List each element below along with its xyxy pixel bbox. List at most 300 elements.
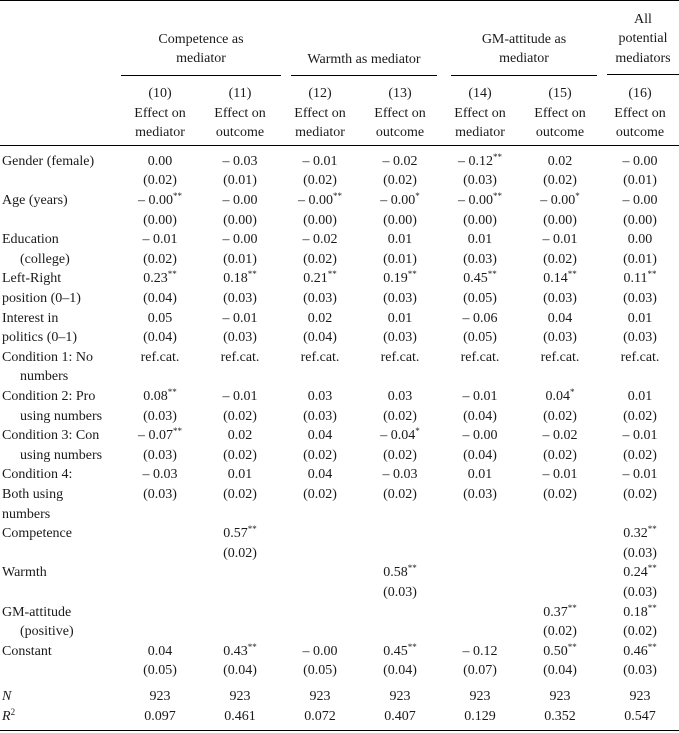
coef-value: 0.57 xyxy=(223,526,248,542)
coef-value: 0.04 xyxy=(547,310,573,326)
table-row-continued xyxy=(0,171,679,191)
significance-stars: ** xyxy=(247,269,257,280)
significance-stars: ** xyxy=(327,269,337,280)
coef-value: – 0.01 xyxy=(542,232,578,248)
n-value: 923 xyxy=(389,688,411,704)
table-row xyxy=(0,191,679,211)
coef-value: 0.05 xyxy=(147,310,173,326)
column-header-l1: Effect on xyxy=(614,105,666,121)
se-cell: (0.05) xyxy=(463,330,497,346)
se-cell xyxy=(359,367,441,387)
se-cell xyxy=(121,367,199,387)
n-label: N xyxy=(2,688,12,704)
significance-stars: ** xyxy=(567,641,577,652)
coef-cell xyxy=(601,191,679,211)
table-row-continued xyxy=(0,505,679,525)
n-value: 923 xyxy=(469,688,491,704)
coef-value: 0.02 xyxy=(307,310,333,326)
coef-value: 0.01 xyxy=(627,389,653,404)
coef-cell xyxy=(121,145,199,171)
se-cell: (0.03) xyxy=(463,486,497,502)
coef-cell xyxy=(281,387,359,407)
se-cell: (0.02) xyxy=(223,486,257,502)
column-header-num: (12) xyxy=(308,86,332,102)
coef-cell xyxy=(601,465,679,485)
coef-value: ref.cat. xyxy=(220,349,260,365)
column-header-num: (11) xyxy=(228,86,252,102)
se-cell: (0.03) xyxy=(143,408,177,424)
column-header-num: (16) xyxy=(628,86,652,102)
coef-value: – 0.01 xyxy=(462,389,498,404)
coef-value: – 0.00 xyxy=(540,193,576,209)
coef-value: – 0.12 xyxy=(462,643,498,659)
significance-stars: * xyxy=(415,191,420,202)
row-label: Age (years) xyxy=(2,193,68,209)
table-row xyxy=(0,563,679,583)
row-label: (college) xyxy=(20,251,70,267)
se-cell xyxy=(281,583,359,603)
coef-value: 0.01 xyxy=(387,310,413,326)
coef-value: – 0.01 xyxy=(302,153,338,169)
coef-cell xyxy=(281,309,359,329)
coef-cell xyxy=(601,603,679,623)
significance-stars: * xyxy=(570,387,575,397)
table-row xyxy=(0,145,679,171)
table-row-continued xyxy=(0,407,679,427)
se-cell: (0.02) xyxy=(383,486,417,502)
n-value: 923 xyxy=(229,688,251,704)
column-header-l1: Effect on xyxy=(534,105,586,121)
empty-cell xyxy=(199,505,281,525)
coef-cell xyxy=(359,269,441,289)
coef-value: 0.19 xyxy=(383,271,408,287)
significance-stars: ** xyxy=(647,641,657,652)
coef-value: 0.58 xyxy=(383,565,408,581)
coef-value: 0.01 xyxy=(227,467,253,483)
coef-cell xyxy=(519,642,601,662)
table-row-continued xyxy=(0,250,679,270)
column-header xyxy=(121,76,199,145)
coef-cell xyxy=(281,465,359,485)
se-cell xyxy=(519,544,601,564)
coef-value: 0.23 xyxy=(143,271,168,287)
significance-stars: * xyxy=(415,426,420,437)
se-cell: (0.00) xyxy=(303,212,337,228)
table-row-continued xyxy=(0,289,679,309)
coef-cell xyxy=(359,465,441,485)
r2-value: 0.352 xyxy=(544,708,576,724)
coef-cell xyxy=(519,309,601,329)
coef-value: 0.01 xyxy=(387,232,413,248)
se-cell: (0.03) xyxy=(543,330,577,346)
coef-value: 0.32 xyxy=(623,526,648,542)
coef-cell xyxy=(601,230,679,250)
se-cell xyxy=(121,544,199,564)
coef-value: ref.cat. xyxy=(540,349,580,365)
row-label: Condition 2: Pro xyxy=(2,389,96,404)
coef-value: 0.03 xyxy=(387,389,413,404)
coef-value: – 0.00 xyxy=(222,193,258,209)
coef-cell xyxy=(121,426,199,446)
coef-value: ref.cat. xyxy=(620,349,660,365)
row-label: Education xyxy=(2,232,59,248)
se-cell: (0.03) xyxy=(383,330,417,346)
coef-cell xyxy=(359,309,441,329)
group-all-mediators xyxy=(607,10,679,76)
column-header-l2: mediator xyxy=(135,125,185,141)
table-row xyxy=(0,387,679,407)
column-header-l1: Effect on xyxy=(374,105,426,121)
coef-cell xyxy=(441,387,519,407)
coef-cell xyxy=(281,348,359,368)
se-cell: (0.02) xyxy=(303,173,337,189)
coef-cell xyxy=(359,603,441,623)
row-label: politics (0–1) xyxy=(2,330,78,346)
se-cell xyxy=(281,367,359,387)
coef-value: 0.02 xyxy=(227,428,253,444)
coef-cell xyxy=(359,387,441,407)
r2-label xyxy=(0,707,121,731)
coef-value: – 0.03 xyxy=(382,467,418,483)
se-cell: (0.03) xyxy=(623,663,657,679)
row-label xyxy=(0,661,121,681)
coef-value: 0.04 xyxy=(307,428,333,444)
se-cell xyxy=(359,622,441,642)
column-header xyxy=(519,76,601,145)
r2-value: 0.097 xyxy=(144,708,176,724)
coef-cell xyxy=(121,269,199,289)
se-cell: (0.02) xyxy=(543,486,577,502)
coef-value: 0.50 xyxy=(543,643,568,659)
se-cell: (0.00) xyxy=(143,212,177,228)
se-cell xyxy=(441,367,519,387)
significance-stars: ** xyxy=(247,524,257,535)
significance-stars: ** xyxy=(407,563,417,574)
significance-stars: ** xyxy=(173,191,182,202)
se-cell: (0.03) xyxy=(623,291,657,307)
coef-value: 0.14 xyxy=(543,271,568,287)
table-row-continued xyxy=(0,211,679,231)
row-label: Constant xyxy=(2,643,52,659)
significance-stars: ** xyxy=(567,602,577,613)
se-cell: (0.05) xyxy=(463,291,497,307)
coef-cell xyxy=(441,145,519,171)
coef-cell xyxy=(121,387,199,407)
coef-value: 0.03 xyxy=(307,389,333,404)
se-cell: (0.02) xyxy=(143,173,177,189)
coef-cell xyxy=(359,348,441,368)
coef-cell xyxy=(199,348,281,368)
se-cell xyxy=(121,583,199,603)
table-row-continued xyxy=(0,328,679,348)
coef-value: 0.43 xyxy=(223,643,248,659)
coef-value: 0.18 xyxy=(223,271,248,287)
se-cell: (0.03) xyxy=(143,486,177,502)
row-label: Gender (female) xyxy=(2,153,95,169)
se-cell: (0.01) xyxy=(623,251,657,267)
coef-cell xyxy=(359,230,441,250)
se-cell: (0.02) xyxy=(383,173,417,189)
r2-value: 0.129 xyxy=(464,708,496,724)
coef-cell xyxy=(441,603,519,623)
coef-cell xyxy=(441,563,519,583)
n-value: 923 xyxy=(549,688,571,704)
row-label: GM-attitude xyxy=(2,604,72,620)
coef-cell xyxy=(281,524,359,544)
column-header-l2: outcome xyxy=(535,125,585,141)
r2-value: 0.461 xyxy=(224,708,256,724)
coef-value: – 0.00 xyxy=(222,232,258,248)
coef-cell xyxy=(601,426,679,446)
empty-cell xyxy=(601,505,679,525)
column-header xyxy=(601,76,679,145)
se-cell: (0.04) xyxy=(463,408,497,424)
column-header xyxy=(199,76,281,145)
coef-value: – 0.07 xyxy=(138,428,173,444)
table-row-continued xyxy=(0,367,679,387)
coef-cell xyxy=(121,230,199,250)
coef-cell xyxy=(199,524,281,544)
coef-value: 0.21 xyxy=(303,271,328,287)
coef-cell xyxy=(441,426,519,446)
table-row-continued xyxy=(0,661,679,681)
group-all-line2: potential xyxy=(618,31,668,47)
se-cell: (0.03) xyxy=(383,584,417,600)
se-cell xyxy=(441,583,519,603)
row-label: Interest in xyxy=(2,310,59,326)
coef-cell xyxy=(519,603,601,623)
coef-value: – 0.01 xyxy=(622,428,658,444)
se-cell: (0.02) xyxy=(223,447,257,463)
se-cell: (0.01) xyxy=(223,173,257,189)
column-header-l2: outcome xyxy=(615,125,665,141)
se-cell: (0.03) xyxy=(303,408,337,424)
se-cell: (0.04) xyxy=(543,663,577,679)
coef-cell xyxy=(199,145,281,171)
row-label xyxy=(0,583,121,603)
coef-value: – 0.06 xyxy=(462,310,498,326)
se-cell: (0.03) xyxy=(223,291,257,307)
table-row xyxy=(0,603,679,623)
coef-cell xyxy=(601,309,679,329)
coef-value: – 0.00 xyxy=(622,153,658,169)
group-all-line1: All xyxy=(634,11,652,27)
se-cell: (0.02) xyxy=(623,624,657,640)
group-competence xyxy=(121,30,281,76)
row-label: numbers xyxy=(2,506,51,522)
r2-value: 0.547 xyxy=(624,708,656,724)
r2-letter: R xyxy=(2,708,11,724)
group-competence-line1: Competence as xyxy=(158,31,244,47)
significance-stars: ** xyxy=(247,641,257,652)
coef-value: – 0.00 xyxy=(462,428,498,444)
row-label: Warmth xyxy=(2,565,47,581)
coef-cell xyxy=(121,465,199,485)
coef-value: ref.cat. xyxy=(460,349,500,365)
coef-value: 0.00 xyxy=(147,153,173,169)
coef-value: 0.04 xyxy=(147,643,173,659)
coef-cell xyxy=(281,145,359,171)
se-cell: (0.02) xyxy=(143,251,177,267)
group-warmth-line1: Warmth as mediator xyxy=(307,51,421,67)
column-header xyxy=(441,76,519,145)
n-value: 923 xyxy=(629,688,651,704)
coef-value: ref.cat. xyxy=(380,349,420,365)
se-cell xyxy=(519,583,601,603)
se-cell: (0.04) xyxy=(383,663,417,679)
coef-cell xyxy=(441,269,519,289)
coef-value: – 0.01 xyxy=(142,232,178,248)
coef-value: 0.45 xyxy=(463,271,488,287)
significance-stars: ** xyxy=(647,563,657,574)
se-cell xyxy=(601,367,679,387)
significance-stars: ** xyxy=(173,426,182,437)
se-cell: (0.04) xyxy=(303,330,337,346)
column-header-row xyxy=(0,76,679,145)
coef-cell xyxy=(519,269,601,289)
coef-cell xyxy=(601,524,679,544)
significance-stars: ** xyxy=(407,641,417,652)
n-value: 923 xyxy=(149,688,171,704)
empty-cell xyxy=(121,505,199,525)
row-label xyxy=(0,544,121,564)
r2-row xyxy=(0,707,679,731)
se-cell: (0.03) xyxy=(143,447,177,463)
coef-cell xyxy=(281,642,359,662)
coef-cell xyxy=(441,191,519,211)
coef-value: – 0.02 xyxy=(382,153,418,169)
table-row xyxy=(0,309,679,329)
coef-cell xyxy=(441,230,519,250)
r2-superscript: 2 xyxy=(10,706,16,717)
coef-value: – 0.00 xyxy=(380,193,416,209)
group-competence-line2: mediator xyxy=(176,51,226,67)
se-cell xyxy=(359,544,441,564)
significance-stars: ** xyxy=(167,387,177,397)
coef-value: 0.45 xyxy=(383,643,408,659)
row-label: position (0–1) xyxy=(2,291,81,307)
table-row-continued xyxy=(0,485,679,505)
group-gm-line1: GM-attitude as xyxy=(481,31,567,47)
column-header-num: (10) xyxy=(148,86,172,102)
coef-cell xyxy=(281,269,359,289)
table-row-continued xyxy=(0,446,679,466)
significance-stars: ** xyxy=(493,151,502,162)
coef-cell xyxy=(199,309,281,329)
se-cell: (0.03) xyxy=(383,291,417,307)
significance-stars: ** xyxy=(647,269,657,280)
column-header xyxy=(359,76,441,145)
coef-cell xyxy=(359,563,441,583)
coef-cell xyxy=(441,348,519,368)
table-row-continued xyxy=(0,622,679,642)
coef-cell xyxy=(519,563,601,583)
coef-cell xyxy=(519,426,601,446)
coef-cell xyxy=(199,387,281,407)
coef-cell xyxy=(359,145,441,171)
coef-cell xyxy=(199,230,281,250)
se-cell: (0.02) xyxy=(543,624,577,640)
column-header-num: (15) xyxy=(548,86,572,102)
coef-cell xyxy=(121,603,199,623)
table-row-continued xyxy=(0,544,679,564)
coef-cell xyxy=(519,524,601,544)
coef-cell xyxy=(121,524,199,544)
coef-cell xyxy=(519,230,601,250)
n-row xyxy=(0,687,679,707)
coef-value: – 0.04 xyxy=(380,428,416,444)
group-gm-attitude xyxy=(451,30,597,76)
se-cell: (0.02) xyxy=(623,408,657,424)
coef-value: – 0.03 xyxy=(222,153,258,169)
coef-value: – 0.00 xyxy=(458,193,493,209)
se-cell xyxy=(199,583,281,603)
se-cell: (0.03) xyxy=(303,291,337,307)
coef-value: – 0.00 xyxy=(298,193,333,209)
column-header-l2: outcome xyxy=(215,125,265,141)
coef-cell xyxy=(359,191,441,211)
empty-cell xyxy=(359,505,441,525)
se-cell: (0.02) xyxy=(623,447,657,463)
se-cell: (0.03) xyxy=(463,251,497,267)
se-cell: (0.04) xyxy=(143,291,177,307)
coef-value: 0.04 xyxy=(307,467,333,483)
significance-stars: ** xyxy=(487,269,497,280)
se-cell xyxy=(441,544,519,564)
se-cell: (0.05) xyxy=(303,663,337,679)
se-cell: (0.04) xyxy=(463,447,497,463)
table-row xyxy=(0,642,679,662)
coef-value: – 0.01 xyxy=(622,467,658,483)
group-header-row xyxy=(0,8,679,77)
coef-cell xyxy=(199,603,281,623)
coef-value: – 0.02 xyxy=(542,428,578,444)
coef-cell xyxy=(199,191,281,211)
column-header-num: (13) xyxy=(388,86,412,102)
se-cell: (0.03) xyxy=(463,173,497,189)
coef-value: – 0.01 xyxy=(222,310,258,326)
row-label: Condition 1: No xyxy=(2,349,94,365)
coef-cell xyxy=(519,387,601,407)
se-cell: (0.00) xyxy=(223,212,257,228)
group-warmth xyxy=(291,50,437,77)
coef-value: – 0.01 xyxy=(542,467,578,483)
se-cell: (0.00) xyxy=(543,212,577,228)
coef-value: – 0.01 xyxy=(222,389,258,404)
se-cell: (0.03) xyxy=(623,330,657,346)
coef-cell xyxy=(199,426,281,446)
table-row-continued xyxy=(0,583,679,603)
se-cell: (0.02) xyxy=(223,408,257,424)
significance-stars: ** xyxy=(167,269,177,280)
row-label: numbers xyxy=(20,369,69,385)
table-row xyxy=(0,524,679,544)
se-cell: (0.00) xyxy=(623,212,657,228)
n-value: 923 xyxy=(309,688,331,704)
se-cell xyxy=(199,622,281,642)
row-label: Condition 4: xyxy=(2,467,73,483)
group-gm-line2: mediator xyxy=(499,51,549,67)
se-cell xyxy=(121,622,199,642)
coef-cell xyxy=(359,524,441,544)
column-header xyxy=(281,76,359,145)
coef-value: 0.01 xyxy=(467,467,493,483)
se-cell: (0.00) xyxy=(383,212,417,228)
row-label xyxy=(0,211,121,231)
se-cell: (0.07) xyxy=(463,663,497,679)
coef-value: 0.00 xyxy=(627,232,653,248)
se-cell: (0.03) xyxy=(623,584,657,600)
